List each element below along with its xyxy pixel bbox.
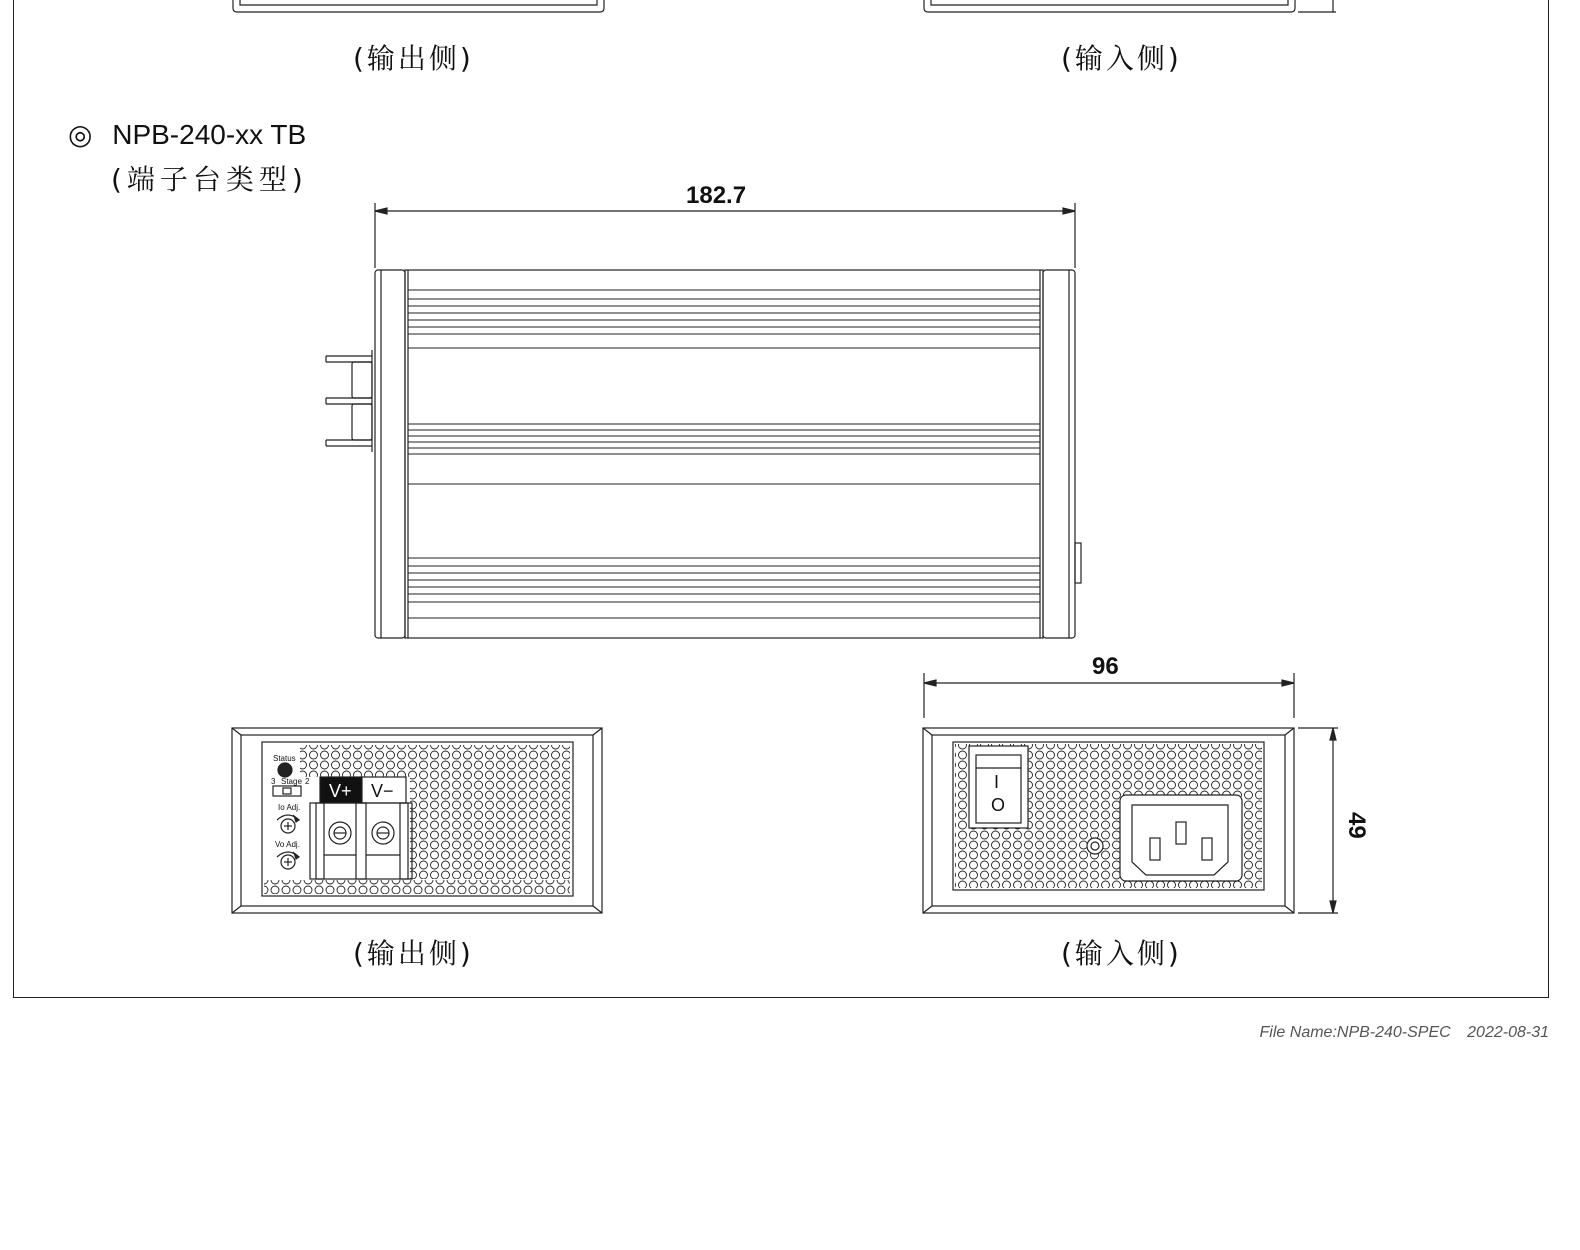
switch-off-label: O xyxy=(991,795,1006,815)
top-input-side-partial-view xyxy=(924,0,1336,12)
model-subtype: (端子台类型) xyxy=(111,163,308,196)
dimension-height: 49 xyxy=(1343,812,1370,839)
section-heading xyxy=(68,118,306,151)
terminal-positive-label: V+ xyxy=(329,781,352,801)
vo-adj-label: Vo Adj. xyxy=(275,840,300,849)
footer xyxy=(1260,1024,1549,1042)
input-side-view xyxy=(923,673,1338,913)
terminal-negative-label: V− xyxy=(371,781,394,801)
switch-on-label: I xyxy=(994,772,1000,792)
file-date: 2022-08-31 xyxy=(1467,1024,1549,1041)
dimension-length: 182.7 xyxy=(686,182,747,209)
top-output-side-partial-view xyxy=(233,0,604,12)
file-name: File Name:NPB-240-SPEC xyxy=(1259,1024,1451,1041)
stage-left-label: 3 xyxy=(271,777,276,786)
input-side-caption: (输入侧) xyxy=(1061,937,1182,970)
dimension-width: 96 xyxy=(1092,653,1119,680)
model-name: NPB-240-xx TB xyxy=(112,119,307,150)
side-view xyxy=(326,203,1081,638)
status-label: Status xyxy=(273,754,296,763)
terminal-block-side xyxy=(326,350,372,452)
bullet-symbol: ◎ xyxy=(68,119,93,150)
top-input-side-caption: (输入侧) xyxy=(1061,42,1182,75)
io-adj-label: Io Adj. xyxy=(278,803,301,812)
top-output-side-caption: (输出侧) xyxy=(353,42,474,75)
stage-right-label: 2 xyxy=(305,777,310,786)
stage-label: Stage xyxy=(281,777,302,786)
output-side-caption: (输出侧) xyxy=(353,937,474,970)
